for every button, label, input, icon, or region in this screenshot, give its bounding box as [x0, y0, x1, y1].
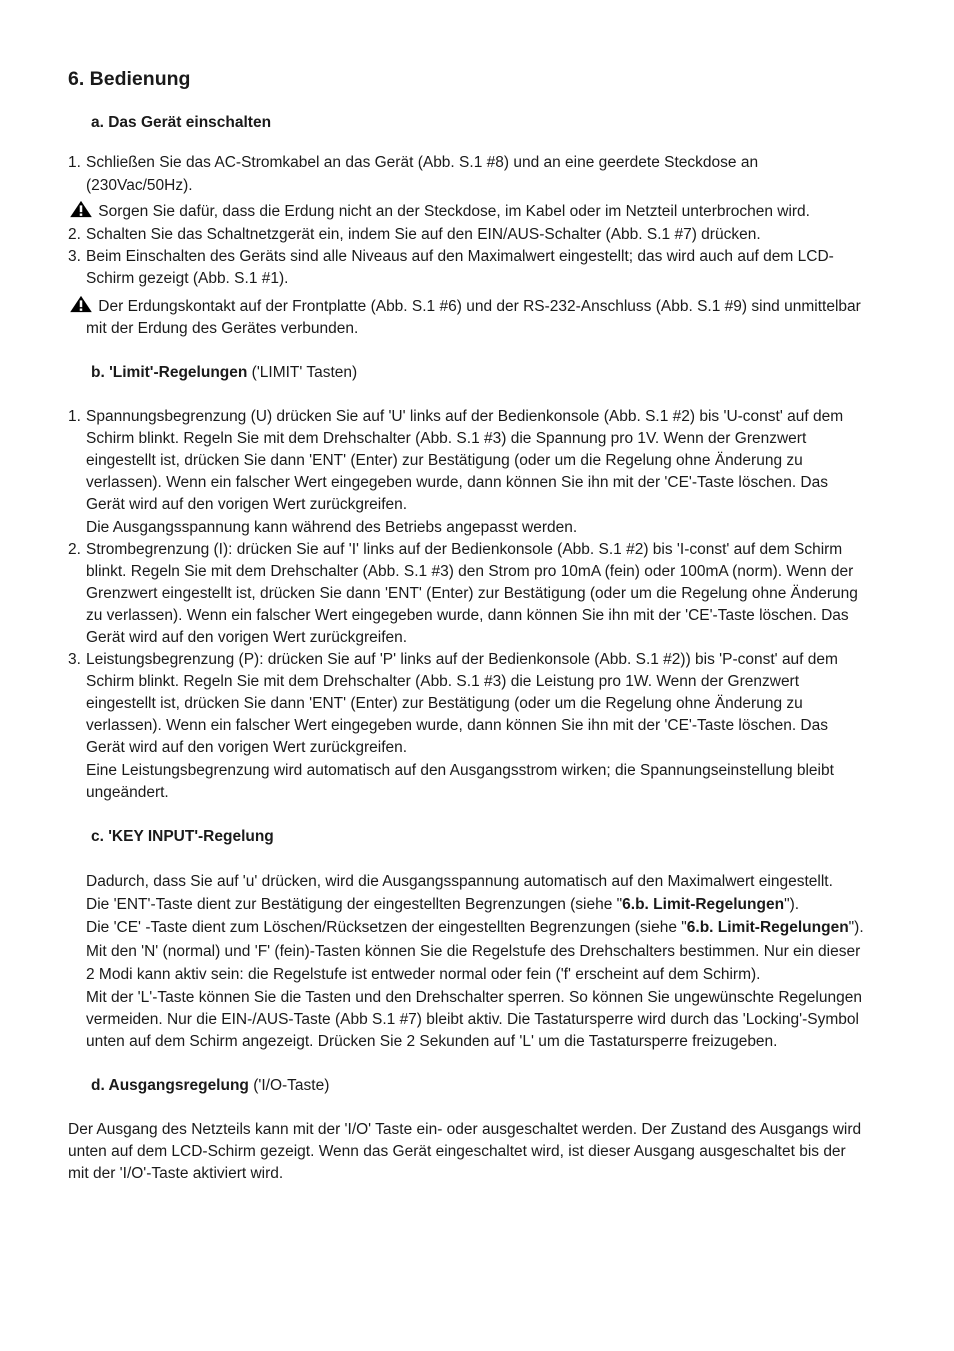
limit-step-line: eingestellt ist, drücken Sie dann 'ENT' (Enter) zur Bestätigung (oder um die Regelung ohne Änderung zu [86, 695, 803, 713]
subheading-d: d. Ausgangsregelung ('I/O-Taste) [91, 1077, 330, 1094]
warning-triangle-icon [68, 200, 94, 218]
warning-note-2 [68, 295, 861, 318]
limit-step-line: Spannungsbegrenzung (U) drücken Sie auf 'U' links auf der Bedienkonsole (Abb. S.1 #2) bis 'U-const' auf dem [86, 408, 844, 425]
key-input-para-3: Die 'CE' -Taste dient zum Löschen/Rücksetzen der eingestellten Begrenzungen (siehe "6.b. Limit-Regelungen"). [86, 919, 864, 936]
output-para-line3: mit der 'I/O'-Taste aktiviert wird. [68, 1165, 284, 1182]
key-input-para-5-line1: Mit der 'L'-Taste können Sie die Tasten und den Drehschalter sperren. So können Sie ungewünschte Regelungen [86, 989, 862, 1006]
key-input-para-2: Die 'ENT'-Taste dient zur Bestätigung der eingestellten Begrenzungen (siehe "6.b. Limit-Regelungen"). [86, 896, 800, 913]
step-a1-num: 1. [68, 154, 81, 171]
step-a3-line2: Schirm gezeigt (Abb. S.1 #1). [86, 270, 289, 287]
limit-step-line: Leistungsbegrenzung (P): drücken Sie auf 'P' links auf der Bedienkonsole (Abb. S.1 #2)) bis 'P-const' auf dem [86, 651, 838, 668]
limit-step-num: 2. [68, 541, 81, 558]
warning-note-2-text: Der Erdungskontakt auf der Frontplatte (Abb. S.1 #6) und der RS-232-Anschluss (Abb. S.1 #9) sind unmittelbar [94, 298, 861, 315]
limit-step-line: Eine Leistungsbegrenzung wird automatisch auf den Ausgangsstrom wirken; die Spannungseinstellung bleibt [86, 761, 834, 779]
subheading-a: a. Das Gerät einschalten [91, 114, 272, 131]
limit-step-line: eingestellt ist, drücken Sie dann 'ENT' (Enter) zur Bestätigung (oder um die Regelung ohne Änderung zu [86, 452, 803, 470]
limit-step-line: Gerät wird auf den vorigen Wert zurückgreifen. [86, 739, 408, 757]
key-input-para-5-line3: unten auf dem Schirm angezeigt. Drücken Sie 2 Sekunden auf 'L' um die Tastatursperre freizugeben. [86, 1033, 778, 1050]
limit-step-line: Gerät wird auf den vorigen Wert zurückgreifen. [86, 629, 408, 647]
limit-step-line: Schirm blinkt. Regeln Sie mit dem Drehschalter (Abb. S.1 #3) die Leistung pro 1W. Wenn der Grenzwert [86, 673, 800, 691]
limit-step-line: verlassen). Wenn ein falscher Wert eingegeben wurde, dann können Sie ihn mit der 'CE'-Taste löschen. Das [86, 474, 828, 492]
key-input-para-5-line2: vermeiden. Nur die EIN-/AUS-Taste (Abb S.1 #7) bleibt aktiv. Die Tastatursperre wird durch das 'Locking'-Symbol [86, 1011, 859, 1028]
warning-note-2-line2: mit der Erdung des Gerätes verbunden. [86, 320, 359, 337]
limit-step-num: 1. [68, 408, 81, 425]
step-a1-line2: (230Vac/50Hz). [86, 177, 193, 194]
step-a1-line1: Schließen Sie das AC-Stromkabel an das Gerät (Abb. S.1 #8) und an eine geerdete Steckdose an [86, 154, 759, 171]
key-input-para-4-line2: 2 Modi kann aktiv sein: die Regelstufe ist entweder normal oder fein ('f' erscheint auf dem Schirm). [86, 966, 761, 983]
subheading-c: c. 'KEY INPUT'-Regelung [91, 828, 274, 845]
limit-step-line: ungeändert. [86, 783, 169, 801]
step-a3-line1: Beim Einschalten des Geräts sind alle Niveaus auf den Maximalwert eingestellt; das wird auch auf dem LCD- [86, 248, 834, 265]
limit-step-line: zu verlassen). Wenn ein falscher Wert eingegeben wurde, dann können Sie ihn mit der 'CE'-Taste löschen. Das [86, 607, 849, 625]
step-a2-line1: Schalten Sie das Schaltnetzgerät ein, indem Sie auf den EIN/AUS-Schalter (Abb. S.1 #7) drücken. [86, 226, 761, 243]
warning-note-1-text: Sorgen Sie dafür, dass die Erdung nicht an der Steckdose, im Kabel oder im Netzteil unterbrochen wird. [94, 203, 810, 220]
limit-step-line: Strombegrenzung (I): drücken Sie auf 'I' links auf der Bedienkonsole (Abb. S.1 #2) bis 'I-const' auf dem Schirm [86, 541, 843, 558]
limit-step-line: Schirm blinkt. Regeln Sie mit dem Drehschalter (Abb. S.1 #3) die Spannung pro 1V. Wenn der Grenzwert [86, 430, 807, 448]
step-a3-num: 3. [68, 248, 81, 265]
limit-step-num: 3. [68, 651, 81, 668]
limit-step-line: Grenzwert eingestellt ist, drücken Sie dann 'ENT' (Enter) zur Bestätigung (oder um die Regelung ohne Änderung [86, 585, 858, 603]
subheading-b: b. 'Limit'-Regelungen ('LIMIT' Tasten) [91, 364, 358, 381]
limit-step-line: Gerät wird auf den vorigen Wert zurückgreifen. [86, 496, 408, 514]
warning-note-1 [68, 200, 810, 223]
output-para-line1: Der Ausgang des Netzteils kann mit der 'I/O' Taste ein- oder ausgeschaltet werden. Der Zustand des Ausgangs wird [68, 1121, 862, 1138]
key-input-para-1: Dadurch, dass Sie auf 'u' drücken, wird die Ausgangsspannung automatisch auf den Maximalwert eingestellt. [86, 873, 833, 890]
output-para-line2: unten auf dem LCD-Schirm gezeigt. Wenn das Gerät eingeschaltet wird, ist dieser Ausgang ausgeschaltet bis der [68, 1143, 846, 1160]
limit-step-line: blinkt. Regeln Sie mit dem Drehschalter (Abb. S.1 #3) den Strom pro 10mA (fein) oder 100mA (norm). Wenn der [86, 563, 854, 581]
limit-step-line: Die Ausgangsspannung kann während des Betriebs angepasst werden. [86, 518, 578, 536]
key-input-para-4-line1: Mit den 'N' (normal) und 'F' (fein)-Tasten können Sie die Regelstufe des Drehschalters bestimmen. Nur ein dieser [86, 943, 861, 960]
warning-triangle-icon [68, 295, 94, 313]
section-title: 6. Bedienung [68, 68, 191, 90]
step-a2-num: 2. [68, 226, 81, 243]
limit-step-line: verlassen). Wenn ein falscher Wert eingegeben wurde, dann können Sie ihn mit der 'CE'-Taste löschen. Das [86, 717, 828, 735]
